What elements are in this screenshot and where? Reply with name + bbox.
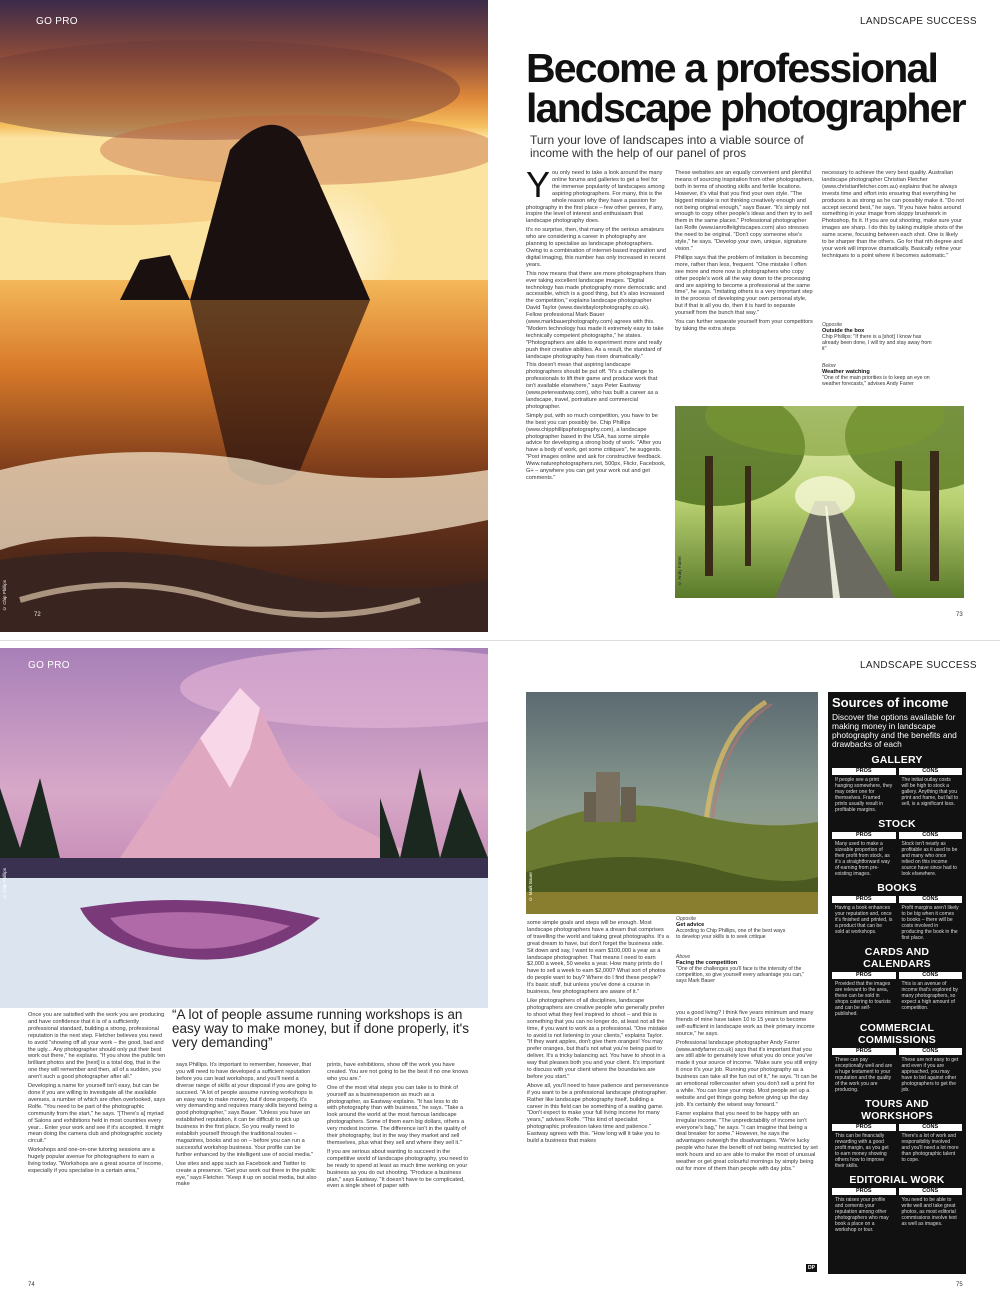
caption-get-advice (676, 916, 816, 940)
caption-text: According to Chip Phillips, one of the best ways to develop your skills is to seek critique (676, 928, 786, 941)
paragraph: This now means that there are more photographers than ever taking excellent landscape images. "Digital technology has made photography more democratic and accessible, which is a good thing, but it's also increased the competition," explains landscape photographer David Taylor (www.davidtaylorphotography.co.uk). Fellow professional Mark Bauer (www.markbauerphotography.com) agrees with this. "Modern technology has made it extremely easy to take technically competent photographs," he states. "Photographers are able to experiment more and really push their creative abilities. As a result, the standard of landscape photography has risen dramatically." (526, 270, 666, 360)
article-column-3 (327, 1062, 469, 1274)
pros-text: If people see a print hanging somewhere, they may order one for themselves. Framed prints usually result in profitable margins. (835, 777, 893, 813)
paragraph: ou only need to take a look around the many online forums and galleries to get a feel for the immense popularity of landscapes among aspiring photographers. For many, this is the whole reason why they have a passion for photography in the first place – few other genres, if any, inspire the level of interest and enthusiasm that landscape photography does. (526, 170, 665, 225)
income-source-heading: STOCK (878, 818, 916, 830)
income-source-section (832, 1098, 962, 1169)
income-source-section (832, 1174, 962, 1233)
top-spread (0, 0, 1000, 632)
income-source-section (832, 754, 962, 813)
cons-column (899, 1124, 963, 1169)
caption-title: Facing the competition (676, 960, 738, 966)
sources-of-income-sidebar (828, 692, 966, 1274)
paragraph: It's no surprise, then, that many of the serious amateurs who are considering a career in photography are planning to specialise as landscape photographers. Owing to a combination of internet-based inspiration and digital imaging, this number has only increased in recent years. (526, 227, 666, 268)
income-source-section (832, 882, 962, 941)
pros-column (832, 768, 896, 813)
pros-column (832, 1188, 896, 1233)
photo-credit-right: © Andy Farrer (677, 556, 682, 586)
pros-text: Having a book enhances your reputation and, once it's finished and printed, is a product that can be sold at workshops. (835, 905, 893, 935)
cons-text: These are not easy to get and even if you are approached, you may have to bid against other photographers to get the job. (901, 1057, 959, 1093)
pros-label: PROS (832, 972, 896, 979)
paragraph: One of the most vital steps you can take is to think of yourself as a businessperson as much as a photographer, as Eastway explains. "It has less to do with photography than with business," he says. "Take a look around the world at the most famous landscape photographers. Some of them earn big dollars, others a very modest income. The difference isn't in the quality of their photography, but in the way they market and sell themselves, plus what they sell and where they sell it." (327, 1084, 467, 1146)
pros-text: Provided that the images are relevant to the area, these can be sold in shops catering to tourists and can be self-published. (835, 981, 891, 1017)
income-source-heading: TOURS AND WORKSHOPS (861, 1098, 933, 1122)
paragraph: necessary to achieve the very best quality. Australian landscape photographer Christian Fletcher (www.christianfletcher.com.au) explains that he always invests time and effort into ensuring that everything he produces is as strong as he can possibly make it. "Do not accept second best," he says. "If you have halos around something in your image from sloppy brushwork in Photoshop, fix it. If you are out shooting, make sure your images are sharp. I do this by taking multiple shots of the same scene, focusing between each shot. One is likely to be sharper than the others. Go for that nth degree and your work will improve dramatically. Basically refine your techniques to a point where it becomes automatic." (822, 170, 964, 259)
section-label-go-pro: GO PRO (36, 16, 78, 27)
paragraph: prints, have exhibitions, show off the work you have created. You are not going to be the best if no one knows who you are." (327, 1062, 469, 1082)
cons-column (899, 1188, 963, 1233)
photo-credit-left: © Chip Phillips (2, 580, 7, 612)
mountain-photo (0, 648, 488, 1008)
article-column-2 (675, 170, 815, 402)
income-source-heading: EDITORIAL WORK (849, 1174, 945, 1186)
end-mark: DP (808, 1265, 815, 1271)
section-label-go-pro: GO PRO (28, 660, 70, 671)
article-column-2 (176, 1062, 318, 1274)
caption-position: Opposite (676, 916, 697, 922)
caption-text: "One of the challenges you'll face is the intensity of the competition, so give yourself every advantage you can," says Mark Bauer (676, 966, 805, 985)
page-number-73: 73 (956, 612, 963, 618)
pros-label: PROS (832, 896, 896, 903)
paragraph: Workshops and one-on-one tutoring sessions are a hugely popular avenue for photographers to earn a living today. "Workshops are a great source of income, especially if you specialise in a certain area," (28, 1147, 163, 1174)
pros-label: PROS (832, 1124, 896, 1131)
article-column-4 (527, 920, 669, 1274)
cons-column (899, 832, 963, 877)
cons-text: You need to be able to write well and take great photos, as most editorial commissions involve text as well as images. (901, 1197, 957, 1227)
snowy-mountain-image (0, 648, 488, 1008)
caption-title: Get advice (676, 922, 705, 928)
caption-title: Outside the box (822, 328, 865, 334)
haystack-rock-photo (0, 0, 488, 632)
paragraph: Phillips says that the problem of imitation is becoming more, rather than less, frequent. "One mistake I often see more and more now is photographers who copy other people's work all the way down to the processing and are aspiring to become a professional at the same time", he says. "Imitating others is a very important step in the process of developing your own personal style, but if that is all you do, then it is hard to separate yourself from the bunch that way." (675, 254, 813, 317)
caption-position: Opposite (822, 322, 843, 328)
income-source-heading: BOOKS (877, 882, 917, 894)
article-column-3 (822, 170, 964, 315)
cons-label: CONS (899, 1188, 963, 1195)
cons-label: CONS (899, 896, 963, 903)
sunset-seascape-image (0, 0, 488, 632)
income-source-heading: CARDS AND CALENDARS (863, 946, 931, 970)
paragraph: Once you are satisfied with the work you are producing and have confidence that it is of a sufficiently professional standard, building a strong, professional reputation is the next step. Fletcher believes you need to avoid "showing off all your work – the good, bad and the ugly... Any photographer should only put their best work out there," he explains. "If you show the public ten brilliant photos and the [next] is a total dog, that is the one they will remember and then, all of a sudden, you aren't such a good photographer after all." (28, 1012, 166, 1081)
sidebar-intro: Discover the options available for making money in landscape photography and the benefits and drawbacks of each (832, 712, 957, 749)
income-source-section (832, 1022, 962, 1093)
standfirst: Turn your love of landscapes into a viable source of income with the help of our panel of pros (530, 133, 804, 160)
paragraph: These websites are an equally convenient and plentiful means of sourcing inspiration from other photographers, both in terms of shooting skills and fertile locations. However, it's vital that you find your own style. "The biggest mistake is not thinking creatively enough and not being original enough," says Bauer. "It's simply not enough to copy other people's ideas and then try to sell them in the same places." Professional photographer Ian Rolfe (www.ianrolfelightscapes.com) also stresses the need to be original. "Don't copy someone else's style," he says. "Develop your own, unique, signature vision." (675, 170, 814, 252)
paragraph: you a good living? I think five years minimum and many friends of mine have taken 10 to 15 years to become self-sufficient in landscape work as their primary income source," he says. (676, 1010, 815, 1037)
tree-avenue-image (675, 406, 964, 598)
caption-outside-the-box (822, 322, 964, 353)
spread-divider (0, 640, 1000, 641)
cons-label: CONS (899, 832, 963, 839)
pros-text: Many used to make a sizeable proportion of their profit from stock, as it's a straightforward way of earning from pre-existing images. (835, 841, 890, 877)
pros-text: This can be financially rewarding with a good profit margin, as you get to earn money showing others how to improve their skills. (835, 1133, 889, 1169)
drop-cap: Y (526, 170, 551, 205)
cons-label: CONS (899, 1124, 963, 1131)
article-column-1 (28, 1012, 168, 1274)
income-source-section (832, 946, 962, 1017)
cons-label: CONS (899, 1048, 963, 1055)
tree-avenue-photo (675, 406, 964, 598)
pros-text: These can pay exceptionally well and are a huge testament to your reputation and the quality of the work you are producing. (835, 1057, 893, 1093)
paragraph: You can further separate yourself from your competitors by taking the extra steps (675, 319, 813, 332)
article-column-1 (526, 170, 666, 615)
cons-label: CONS (899, 972, 963, 979)
paragraph: says Phillips. It's important to remember, however, that you will need to have developed a sufficient reputation before you can lead workshops, and you'll need a diverse range of skills at your disposal if you are going to succeed. "A lot of people assume running workshops is an easy way to make money, but if done properly, it's very demanding and requires many skills beyond being a good photographer," says Bauer. "Unless you have an established reputation, it can be difficult to pick up business in the first place. So you really need to establish yourself through the traditional routes – magazines, books and so on – before you can run a successful workshop business. Your profile can be further enhanced by the intelligent use of social media." (176, 1062, 318, 1158)
cons-text: Profit margins aren't likely to be big when it comes to books – there will be costs involved in producing the book in the first place. (901, 905, 959, 941)
page-number-74: 74 (28, 1282, 35, 1288)
pros-label: PROS (832, 1188, 896, 1195)
cons-column (899, 896, 963, 941)
caption-title: Weather watching (822, 369, 870, 375)
paragraph: This doesn't mean that aspiring landscape photographers should be put off. "It's a challenge to professionals to lift their game and produce work that isn't available elsewhere," says Peter Eastway (www.petereastway.com), who has built a career as a landscape, travel, portraiture and commercial photographer. (526, 362, 659, 410)
article-title: Become a professional landscape photographer (526, 45, 965, 131)
pros-label: PROS (832, 768, 896, 775)
caption-position: Above (676, 954, 691, 960)
caption-position: Below (822, 363, 836, 369)
pull-quote: “A lot of people assume running workshops is an easy way to make money, but if done properly, it's very demanding” (172, 1007, 469, 1050)
castle-rainbow-image (526, 692, 818, 914)
cons-label: CONS (899, 768, 963, 775)
bottom-spread (0, 648, 1000, 1294)
pros-column (832, 1124, 896, 1169)
pros-label: PROS (832, 1048, 896, 1055)
paragraph: Above all, you'll need to have patience and perseverance if you want to be a professional landscape photographer. Rather like landscape photography itself, building a career in this field can be something of a waiting game. "Don't expect to make your full living income for many years," advises Rolfe. "This kind of specialist photographic profession takes time and patience." Eastway agrees with this. "How long will it take you to build a business that makes (527, 1082, 669, 1145)
paragraph: Farrer explains that you need to be happy with an irregular income. "The unpredictability of income isn't everyone's bag," he says. "I can imagine that being a deal breaker for some." However, he says the advantages outweigh the disadvantages. "We're lucky people who have the benefit of not being restricted by set work hours and so are able to make the most of unusual weather or get great colourful mornings by simply being out for more of them than people with day jobs." (676, 1110, 818, 1172)
pros-text: This raises your profile and cements your reputation among other photographers who may book a place on a workshop or tour. (835, 1197, 889, 1233)
cons-column (899, 1048, 963, 1093)
income-source-section (832, 818, 962, 877)
pros-column (832, 972, 896, 1017)
section-label-landscape-success: LANDSCAPE SUCCESS (860, 660, 977, 671)
pros-column (832, 896, 896, 941)
pros-column (832, 1048, 896, 1093)
cons-column (899, 972, 963, 1017)
paragraph: Like photographers of all disciplines, landscape photographers are creative people who generally prefer to shoot what they feel inspired to shoot – and this is something that you can no longer do, at least not all the time, if you want to work as a professional. "One mistake to avoid is not listening to your clients," explains Taylor. "If they want apples, don't give them oranges! You may prefer oranges, but that's not what you're being paid to deliver. It's a tricky balancing act. You have to shoot in a way that pleases both you and your client. It's important to discuss with your client where the boundaries are before you start." (527, 997, 668, 1080)
castle-rainbow-photo (526, 692, 818, 914)
photo-credit-left: © Chip Phillips (2, 868, 7, 900)
caption-text: "One of the main priorities is to keep an eye on weather forecasts," advises Andy Farrer (822, 375, 930, 388)
pros-column (832, 832, 896, 877)
photo-credit-right: © Mark Bauer (528, 872, 533, 902)
cons-text: This is an avenue of income that's explored by many photographers, so expect a high amount of competition. (901, 981, 959, 1011)
cons-text: Stock isn't nearly as profitable as it used to be and many who once relied on this income source have since had to look elsewhere. (901, 841, 958, 877)
sidebar-title: Sources of income (832, 695, 949, 710)
page-number-75: 75 (956, 1282, 963, 1288)
cons-text: The initial outlay costs will be high to stock a gallery. Anything that you print and frame, but fail to sell, is a significant loss. (901, 777, 959, 807)
income-source-heading: COMMERCIAL COMMISSIONS (857, 1022, 937, 1046)
paragraph: Professional landscape photographer Andy Farrer (www.andyfarrer.co.uk) says that it's important that you are still able to genuinely love what you do once you've made it your source of income. "Make sure you still enjoy it once it's your job. Running your photography as a business can take all the fun out of it," he says. "It can be an emotional rollercoaster when you don't sell a print for a while. You can lose your mojo. Most people set up a website and get things going before giving up the day job. It's certainly the wisest way forward." (676, 1039, 818, 1108)
cons-column (899, 768, 963, 813)
caption-weather-watching (822, 363, 964, 387)
paragraph: Developing a name for yourself isn't easy, but can be done if you are willing to investigate all the available avenues, a number of which are often overlooked, says Rolfe. "You need to be part of the photographic community from the start," he says. "[There's a] myriad of Salons and exhibitions held in most countries every year... Enter your work and see if it's accepted. It might mean doing the camera club and photographic society circuit." (28, 1083, 166, 1145)
caption-facing-competition (676, 954, 816, 985)
pros-label: PROS (832, 832, 896, 839)
paragraph: Use sites and apps such as Facebook and Twitter to create a presence. "Get your work out there in the public eye," says Fletcher. "Keep it up on social media, but also make (176, 1160, 317, 1188)
page-number-72: 72 (34, 612, 41, 618)
caption-text: Chip Phillips: "If there is a [shot] I know has already been done, I will try and stay away from it" (822, 334, 932, 353)
paragraph: some simple goals and steps will be enough. Most landscape photographers have a dream that comprises of travelling the world and taking great photographs. It's a great dream to have, but don't forget the business side. Sit down and say, I want to earn $100,000 a year as a landscape photographer. That means I need to earn $2,000 a week, 50 weeks a year. How many prints do I have to sell a week to earn $2,000? What sort of photos do people want to buy? Where do I find these people? It's basic stuff, but unless you've done a course in business, few photographers are aware of it." (527, 920, 669, 996)
income-source-heading: GALLERY (871, 754, 923, 766)
section-label-landscape-success: LANDSCAPE SUCCESS (860, 16, 977, 27)
article-column-5 (676, 1010, 818, 1274)
cons-text: There's a lot of work and responsibility involved and you'll need a lot more than photographic talent to cope. (901, 1133, 959, 1163)
paragraph: Simply put, with so much competition, you have to be the best you can possibly be. Chip Phillips (www.chipphillipsphotography.com), a landscape photographer based in the USA, has some simple advice for developing a strong body of work. "After you have a body of work, get some critiques", he suggests. "Post images online and ask for constructive feedback. Www.naturephotographers.net, 500px, Flickr, Facebook, G+ – anywhere you can get your work out and get comments." (526, 412, 666, 481)
paragraph: If you are serious about wanting to succeed in the competitive world of landscape photography, you need to be ready to spend at least as much time working on your business as you do out shooting. "Produce a business plan," says Eastway. "It doesn't have to be complicated, even a single sheet of paper with (327, 1148, 469, 1190)
